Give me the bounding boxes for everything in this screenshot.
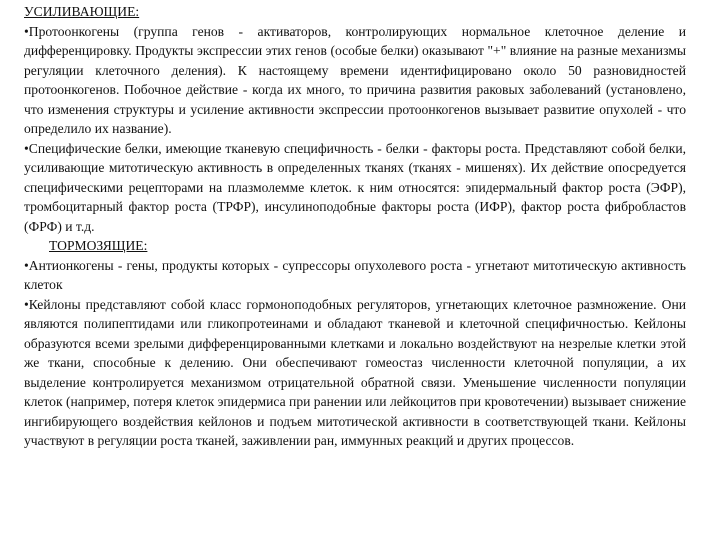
text-block	[24, 2, 686, 451]
paragraph-antioncogenes: •Антионкогены - гены, продукты которых - супрессоры опухолевого роста - угнетают митотическую активность клеток	[24, 257, 686, 292]
paragraph-keylones: •Кейлоны представляют собой класс гормоноподобных регуляторов, угнетающих клеточное размножение. Они являются полипептидами или гликопротеинами и обладают тканевой и клеточной специфичностью. Кейлоны образуются всеми зрелыми дифференцированными клетками и локально воздействуют на незрелые клетки этой же ткани, способные к делению. Они обеспечивают гомеостаз численности клеточной популяции, а их выделение контролируется механизмом отрицательной обратной связи. Уменьшение численности популяции клеток (например, потеря клеток эпидермиса при ранении или лейкоцитов при кровотечении) вызывает снижение ингибирующего воздействия кейлонов и подъем митотической активности в соответствующей ткани. Кейлоны участвуют в регуляции роста тканей, заживлении ран, иммунных реакций и других процессов.	[24, 296, 686, 448]
heading-inhibiting: ТОРМОЗЯЩИЕ:	[49, 238, 148, 253]
paragraph-specific-proteins: •Специфические белки, имеющие тканевую специфичность - белки - факторы роста. Представляют собой белки, усиливающие митотическую активность в определенных тканях (тканях - мишенях). Их действие опосредуется специфическими рецепторами на плазмолемме клеток. к ним относятся: эпидермальный фактор роста (ЭФР), тромбоцитарный фактор роста (ТРФР), инсулиноподобные факторы роста (ИФР), фактор роста фибробластов (ФРФ) и т.д.	[24, 140, 686, 234]
heading-enhancing: УСИЛИВАЮЩИЕ:	[24, 4, 140, 19]
paragraph-protooncogenes: •Протоонкогены (группа генов - активаторов, контролирующих нормальное клеточное деление и дифференцировку. Продукты экспрессии этих генов (особые белки) оказывают "+" влияние на разные механизмы регуляции клеточного деления). К настоящему времени идентифицировано около 50 разновидностей протоонкогенов. Побочное действие - когда их много, то причина развития раковых заболеваний (установлено, что изменения структуры и усиление активности экспрессии протоонкогенов вызывает развитие опухолей - что определило их название).	[24, 23, 686, 136]
